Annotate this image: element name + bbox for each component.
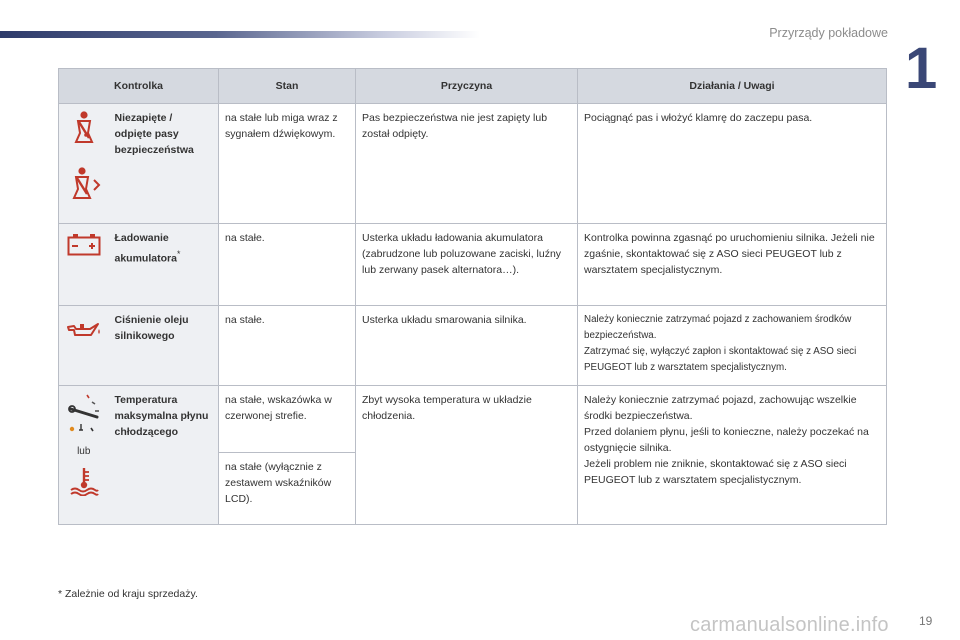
- icon-cell: [59, 306, 109, 386]
- action-line: Należy koniecznie zatrzymać pojazd z zachowaniem środków bezpieczeństwa.: [584, 314, 852, 341]
- footnote: * Zależnie od kraju sprzedaży.: [58, 588, 198, 600]
- cause-cell: Zbyt wysoka temperatura w układzie chłodzenia.: [356, 386, 578, 525]
- cause-cell: Usterka układu smarowania silnika.: [356, 306, 578, 386]
- column-header-stan: Stan: [219, 69, 356, 104]
- state-cell: na stałe lub miga wraz z sygnałem dźwiękowym.: [219, 104, 356, 224]
- table-row: [59, 386, 887, 453]
- state-cell: na stałe.: [219, 224, 356, 306]
- oil-pressure-icon: [66, 318, 102, 340]
- warning-lights-table: [58, 68, 887, 525]
- icon-cell: [59, 386, 109, 525]
- chapter-number: 1: [905, 36, 938, 101]
- action-cell: Kontrolka powinna zgasnąć po uruchomieniu silnika. Jeżeli nie zgaśnie, skontaktować się z ASO sieci PEUGEOT lub z warsztatem specjalistycznym.: [578, 224, 887, 306]
- watermark: carmanualsonline.info: [690, 614, 889, 636]
- seatbelt-passenger-icon: [67, 166, 101, 200]
- warning-name: Niezapięte / odpięte pasy bezpieczeństwa: [109, 104, 219, 224]
- action-cell: [578, 386, 887, 525]
- seatbelt-icon: [69, 110, 99, 144]
- state-cell: na stałe.: [219, 306, 356, 386]
- icon-cell: [59, 224, 109, 306]
- section-title: Przyrządy pokładowe: [769, 26, 888, 40]
- action-line: Przed dolaniem płynu, jeśli to konieczne, należy poczekać na ostygnięcie silnika.: [584, 426, 869, 454]
- coolant-temperature-icon: [69, 466, 99, 496]
- temperature-gauge-icon: [64, 392, 104, 436]
- action-line: Jeżeli problem nie zniknie, skontaktować się z ASO sieci PEUGEOT lub z warsztatem specjalistycznym.: [584, 458, 847, 486]
- action-cell: Pociągnąć pas i włożyć klamrę do zaczepu pasa.: [578, 104, 887, 224]
- state-cell: na stałe (wyłącznie z zestawem wskaźników LCD).: [219, 453, 356, 525]
- table-row: [59, 104, 887, 224]
- warning-name: Temperatura maksymalna płynu chłodzącego: [109, 386, 219, 525]
- page-number: 19: [919, 614, 933, 628]
- column-header-kontrolka: Kontrolka: [59, 69, 219, 104]
- battery-icon: [67, 234, 101, 256]
- action-line: Zatrzymać się, wyłączyć zapłon i skontaktować się z ASO sieci PEUGEOT lub z warsztatem specjalistycznym.: [584, 346, 857, 373]
- icon-cell: [59, 104, 109, 224]
- cause-cell: Pas bezpieczeństwa nie jest zapięty lub został odpięty.: [356, 104, 578, 224]
- icon-separator: lub: [77, 446, 91, 457]
- header-rule: [0, 31, 480, 38]
- cause-cell: Usterka układu ładowania akumulatora (zabrudzone lub poluzowane zaciski, luźny lub zerwany pasek alternatora…).: [356, 224, 578, 306]
- table-row: [59, 224, 887, 306]
- warning-name-text: Ładowanie akumulatora: [114, 232, 177, 265]
- action-cell: [578, 306, 887, 386]
- warning-name: Ciśnienie oleju silnikowego: [109, 306, 219, 386]
- table-row: [59, 306, 887, 386]
- state-cell: na stałe, wskazówka w czerwonej strefie.: [219, 386, 356, 453]
- column-header-przyczyna: Przyczyna: [356, 69, 578, 104]
- footnote-mark: *: [176, 249, 181, 259]
- column-header-dzialania: Działania / Uwagi: [578, 69, 887, 104]
- table-header-row: [59, 69, 887, 104]
- warning-name: [109, 224, 219, 306]
- action-line: Należy koniecznie zatrzymać pojazd, zachowując wszelkie środki bezpieczeństwa.: [584, 394, 857, 422]
